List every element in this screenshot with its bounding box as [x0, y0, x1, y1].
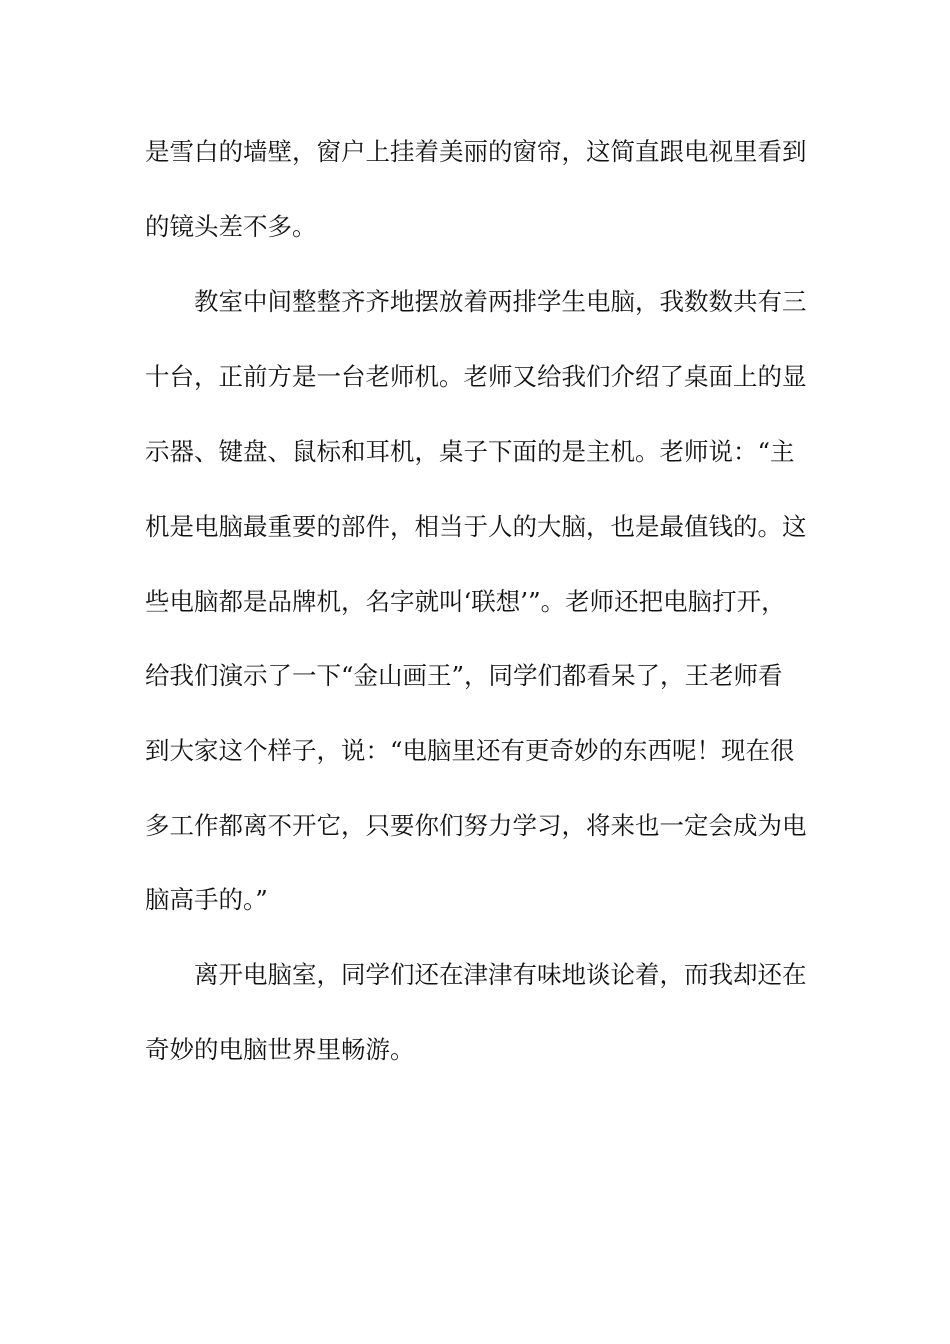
text-line: 奇妙的电脑世界里畅游。	[145, 1035, 415, 1064]
text-line: 些电脑都是品牌机，名字就叫‘联想’”。老师还把电脑打开，	[145, 587, 786, 616]
paragraph-first-line: 离开电脑室，同学们还在津津有味地谈论着，而我却还在	[194, 960, 807, 989]
text-line: 脑高手的。”	[145, 885, 268, 914]
text-line: 十台，正前方是一台老师机。老师又给我们介绍了桌面上的显	[145, 362, 807, 391]
text-line: 的镜头差不多。	[145, 212, 317, 241]
paragraph-first-line: 教室中间整整齐齐地摆放着两排学生电脑，我数数共有三	[194, 287, 807, 316]
text-line: 给我们演示了一下“金山画王”，同学们都看呆了，王老师看	[145, 661, 783, 690]
text-line: 示器、键盘、鼠标和耳机，桌子下面的是主机。老师说：“主	[145, 437, 795, 466]
text-line: 到大家这个样子，说：“电脑里还有更奇妙的东西呢！现在很	[145, 736, 795, 765]
text-line: 是雪白的墙壁，窗户上挂着美丽的窗帘，这简直跟电视里看到	[145, 137, 807, 166]
text-line: 机是电脑最重要的部件，相当于人的大脑，也是最值钱的。这	[145, 512, 807, 541]
text-line: 多工作都离不开它，只要你们努力学习，将来也一定会成为电	[145, 811, 807, 840]
